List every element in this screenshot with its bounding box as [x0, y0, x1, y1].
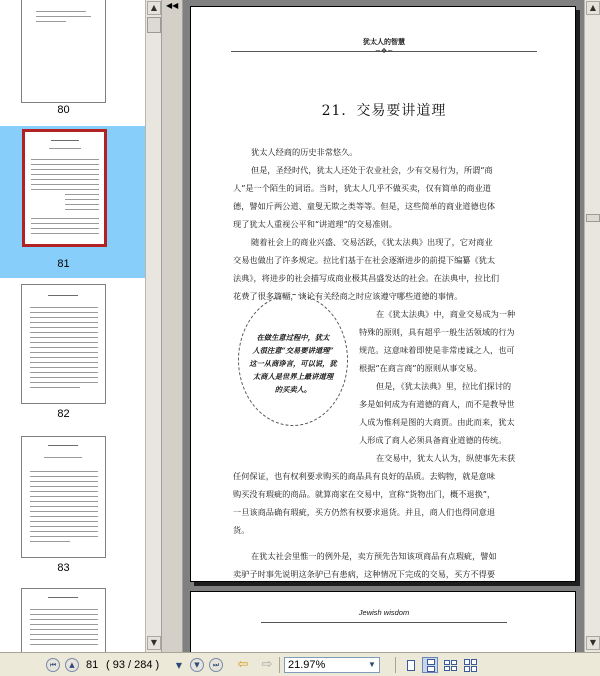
- paragraph-line: 购买没有瑕疵的商品。就算商家在交易中，宣称“货物出门，概不退换”，: [233, 489, 496, 499]
- thumbnail-label: 83: [57, 562, 70, 574]
- scroll-up-button[interactable]: ▲: [586, 1, 600, 15]
- thumbnail-page-81[interactable]: [0, 126, 162, 278]
- scrollbar-thumb[interactable]: [586, 214, 600, 222]
- thumbnail-image: [21, 588, 106, 652]
- paragraph-line: 根据“在商言商”的原则从事交易。: [359, 363, 482, 373]
- document-scrollbar[interactable]: [584, 0, 600, 652]
- previous-page-icon[interactable]: ▲: [65, 658, 79, 672]
- thumbnail-label: 82: [57, 408, 70, 420]
- scroll-down-button[interactable]: ▼: [586, 636, 600, 650]
- continuous-view-icon[interactable]: [422, 657, 438, 673]
- thumbnail-image: [21, 0, 106, 103]
- paragraph-line: 卖驴子时事先说明这条驴已有患病，这种情况下完成的交易，买方不得要: [233, 569, 496, 579]
- thumbnail-scrollbar[interactable]: [145, 0, 161, 652]
- thumbnail-image: [21, 436, 106, 558]
- document-page: [190, 6, 576, 582]
- scroll-down-button[interactable]: ▼: [147, 636, 161, 650]
- paragraph-line: 花费了很多篇幅，谈论有关经商之时应该遵守哪些道德的事情。: [233, 291, 463, 301]
- paragraph-line: 多是如何成为有道德的商人，而不是教导世: [359, 399, 515, 409]
- thumbnail-panel: [0, 0, 162, 652]
- pull-quote-line: 太商人是世界上最讲道理: [252, 372, 334, 381]
- paragraph-line: 在《犹太法典》中，商业交易成为一种: [376, 309, 516, 319]
- navigation-bar: [0, 652, 600, 676]
- collapse-panel-icon[interactable]: ◀◀: [166, 1, 179, 10]
- pull-quote-line: 人很注意“交易要讲道理”: [252, 346, 334, 355]
- paragraph-line: 在交易中，犹太人认为，纵使事先未获: [376, 453, 516, 463]
- last-page-icon[interactable]: ⏭: [209, 658, 223, 672]
- thumbnail-page-83[interactable]: [0, 434, 162, 584]
- paragraph-line: 在犹太社会里惟一的例外是，卖方预先告知该项商品有点瑕疵，譬如: [251, 551, 497, 561]
- thumbnail-page-84[interactable]: [0, 586, 162, 652]
- paragraph-line: 交易也做出了许多规定。拉比们基于在社会逐渐进步的前提下编纂《犹太: [233, 255, 496, 265]
- thumbnail-image: [22, 129, 107, 247]
- zoom-value: 21.97%: [288, 659, 326, 671]
- thumbnail-label: 80: [57, 104, 70, 116]
- page-count: ( 93 / 284 ): [106, 659, 160, 671]
- document-view: [183, 0, 584, 652]
- pull-quote-line: 这一从商诤言，可以说，犹: [249, 359, 337, 368]
- paragraph-line: 人成为惟利是图的大商贾。由此而来，犹太: [359, 417, 515, 427]
- scrollbar-thumb[interactable]: [147, 17, 161, 33]
- back-arrow-icon[interactable]: ⇦: [237, 657, 249, 672]
- paragraph-line: 人”是一个陌生的词语。当时，犹太人几乎不做买卖，仅有简单的商业道: [233, 183, 491, 193]
- paragraph-line: 法典》，将进步的社会描写成商业极其昌盛发达的社会。在法典中，拉比们: [233, 273, 500, 283]
- thumbnail-page-80[interactable]: [0, 0, 162, 120]
- facing-view-icon[interactable]: [442, 657, 458, 673]
- running-header: Jewish wisdom: [358, 608, 410, 617]
- paragraph-line: 规范。这意味着即使是非常虔诚之人，也可: [359, 345, 515, 355]
- paragraph-line: 货。: [233, 525, 250, 535]
- continuous-facing-view-icon[interactable]: [462, 657, 478, 673]
- thumbnail-image: [21, 284, 106, 404]
- scroll-up-button[interactable]: ▲: [147, 1, 161, 15]
- panel-splitter[interactable]: [162, 0, 183, 652]
- pull-quote-line: 在做生意过程中，犹太: [256, 333, 330, 342]
- page-number-input[interactable]: 81: [86, 659, 99, 671]
- pull-quote: [229, 331, 357, 396]
- header-rule: [261, 622, 507, 623]
- paragraph-line: 人形成了商人必须具备商业道德的传统。: [359, 435, 507, 445]
- paragraph-line: 一旦该商品确有瑕疵，买方仍然有权要求退货。并且，商人们也得同意退: [233, 507, 496, 517]
- single-page-view-icon[interactable]: [402, 657, 418, 673]
- paragraph-line: 特殊的原则，具有超乎一般生活领域的行为: [359, 327, 515, 337]
- paragraph-line: 犹太人经商的历史非常悠久。: [251, 147, 358, 157]
- zoom-field[interactable]: [284, 657, 380, 673]
- paragraph-line: 任何保证，也有权利要求购买的商品具有良好的品质。去购物，就是意味: [233, 471, 496, 481]
- thumbnail-label: 81: [57, 258, 70, 270]
- running-header: 犹太人的智慧: [363, 37, 405, 46]
- thumbnail-page-82[interactable]: [0, 282, 162, 432]
- paragraph-line: 随着社会上的商业兴盛、交易活跃，《犹太法典》出现了，它对商业: [251, 237, 493, 247]
- next-document-page: [190, 591, 576, 652]
- paragraph-line: 德，譬如斤两公道、童叟无欺之类等等。但是，这些简单的商业道德也体: [233, 201, 496, 211]
- paragraph-line: 但是，圣经时代，犹太人还处于农业社会，少有交易行为，所谓“商: [251, 165, 493, 175]
- next-page-icon[interactable]: ▼: [190, 658, 204, 672]
- chapter-title: 21．交易要讲道理: [321, 103, 447, 119]
- paragraph-line: 现了犹太人重视公平和“讲道理”的交易准则。: [233, 219, 397, 229]
- chevron-down-icon[interactable]: ▼: [175, 661, 183, 670]
- forward-arrow-icon[interactable]: ⇨: [261, 657, 273, 672]
- paragraph-line: 但是，《犹太法典》里，拉比们探讨的: [376, 381, 512, 391]
- header-ornament: ~❖~: [374, 47, 393, 55]
- chevron-down-icon[interactable]: ▼: [368, 660, 376, 669]
- first-page-icon[interactable]: ⏮: [46, 658, 60, 672]
- pull-quote-line: 的买卖人。: [274, 385, 312, 394]
